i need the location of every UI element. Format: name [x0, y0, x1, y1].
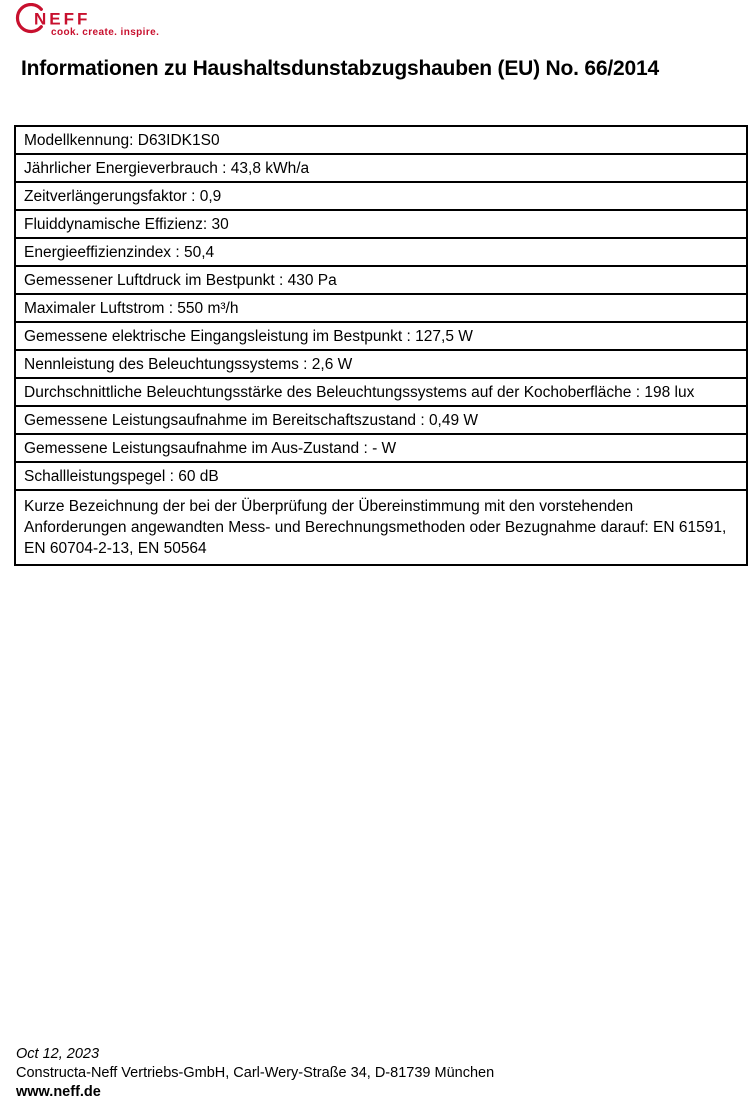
table-row-max-airflow: Maximaler Luftstrom : 550 m³/h: [16, 293, 746, 321]
table-row-standby-power: Gemessene Leistungsaufnahme im Bereitschaftszustand : 0,49 W: [16, 405, 746, 433]
brand-text: NEFF: [34, 9, 91, 29]
footer-company: Constructa-Neff Vertriebs-GmbH, Carl-Wery-Straße 34, D-81739 München: [16, 1065, 495, 1081]
table-row-off-power: Gemessene Leistungsaufnahme im Aus-Zustand : - W: [16, 433, 746, 461]
table-row-model: Modellkennung: D63IDK1S0: [24, 132, 220, 149]
product-info-table: [14, 125, 748, 566]
table-row-illuminance: Durchschnittliche Beleuchtungsstärke des Beleuchtungssystems auf der Kochoberfläche : 198 lux: [16, 377, 746, 405]
table-row-air-pressure: Gemessener Luftdruck im Bestpunkt : 430 Pa: [16, 265, 746, 293]
footer-date: Oct 12, 2023: [16, 1046, 100, 1062]
brand-tagline: cook. create. inspire.: [51, 27, 160, 38]
neff-logo: [15, 3, 165, 43]
footer: [16, 1045, 494, 1102]
table-row-time-factor: Zeitverlängerungsfaktor : 0,9: [16, 181, 746, 209]
table-row-electric-input: Gemessene elektrische Eingangsleistung im Bestpunkt : 127,5 W: [16, 321, 746, 349]
table-row-sound-level: Schallleistungspegel : 60 dB: [16, 461, 746, 489]
page-title: Informationen zu Haushaltsdunstabzugshauben (EU) No. 66/2014: [21, 57, 659, 80]
table-row-lighting-power: Nennleistung des Beleuchtungssystems : 2,6 W: [16, 349, 746, 377]
table-row-energy-consumption: Jährlicher Energieverbrauch : 43,8 kWh/a: [16, 153, 746, 181]
table-row-energy-index: Energieeffizienzindex : 50,4: [16, 237, 746, 265]
footer-website: www.neff.de: [16, 1084, 101, 1100]
table-row-measurement-methods: Kurze Bezeichnung der bei der Überprüfung der Übereinstimmung mit den vorstehenden Anforderungen angewandten Mess- und Berechnungsmethoden oder Bezugnahme darauf: EN 61591, EN 60704-2-13, EN 50564: [16, 489, 746, 564]
table-row-fluid-efficiency: Fluiddynamische Effizienz: 30: [16, 209, 746, 237]
